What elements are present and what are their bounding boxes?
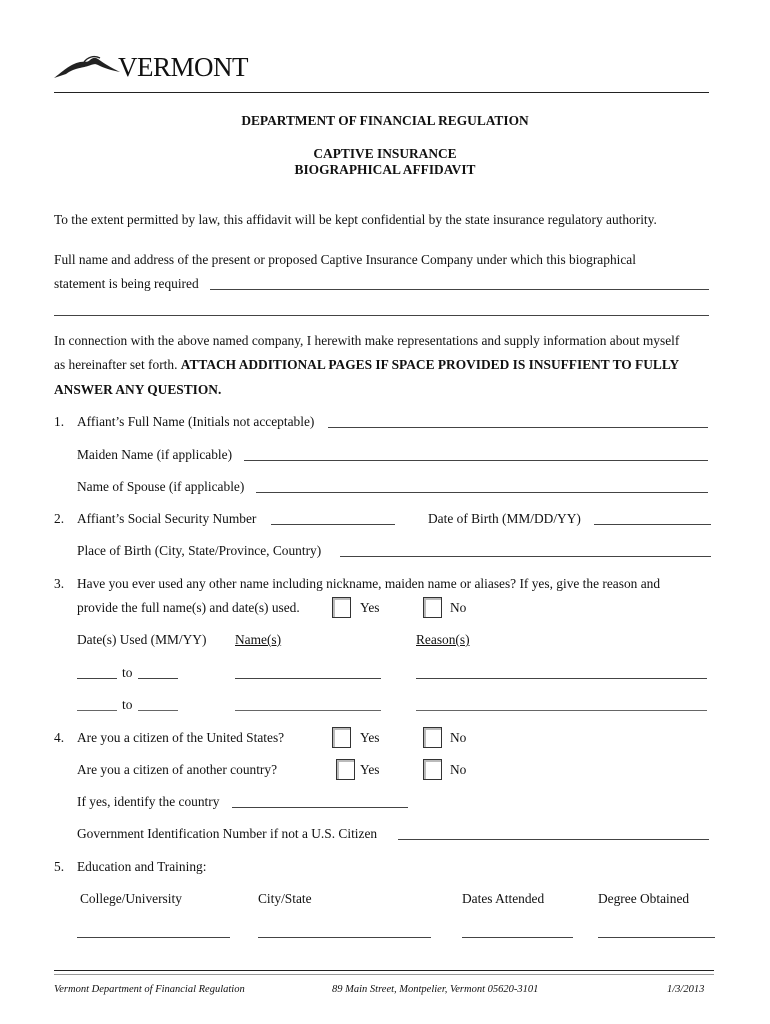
us-citizen-yes-label: Yes	[360, 730, 380, 745]
education-label: Education and Training:	[77, 859, 207, 874]
spouse-name-label: Name of Spouse (if applicable)	[77, 479, 245, 494]
q4-number: 4.	[54, 730, 65, 745]
us-citizen-no-checkbox[interactable]	[423, 727, 442, 748]
college-field[interactable]	[77, 937, 230, 938]
vermont-logo-mountain-icon	[54, 54, 124, 80]
q5-number: 5.	[54, 859, 65, 874]
dob-label: Date of Birth (MM/DD/YY)	[428, 511, 581, 526]
pob-field[interactable]	[340, 556, 711, 557]
footer-rule	[54, 970, 714, 971]
attach-pages-warning-line2: ANSWER ANY QUESTION.	[54, 382, 222, 397]
q2-number: 2.	[54, 511, 65, 526]
us-citizen-yes-checkbox[interactable]	[332, 727, 351, 748]
q3-number: 3.	[54, 576, 65, 591]
logo-text: VERMONT	[118, 52, 248, 82]
city-state-field[interactable]	[258, 937, 431, 938]
full-name-label: Affiant’s Full Name (Initials not acceptable)	[77, 414, 315, 429]
spouse-name-field[interactable]	[256, 492, 708, 493]
degree-header: Degree Obtained	[598, 891, 690, 906]
other-names-yes-label: Yes	[360, 600, 380, 615]
maiden-name-field[interactable]	[244, 460, 708, 461]
maiden-name-label: Maiden Name (if applicable)	[77, 447, 233, 462]
company-prompt-line2: statement is being required	[54, 276, 199, 291]
footer-department: Vermont Department of Financial Regulation	[54, 984, 245, 995]
alias-row1-to-label: to	[122, 665, 133, 680]
connection-statement-line2	[54, 357, 679, 373]
names-header: Name(s)	[235, 632, 282, 647]
city-state-header: City/State	[258, 891, 312, 906]
us-citizen-question: Are you a citizen of the United States?	[77, 730, 285, 745]
college-header: College/University	[80, 891, 182, 906]
gov-id-label: Government Identification Number if not a U.S. Citizen	[77, 826, 378, 841]
ssn-field[interactable]	[271, 524, 395, 525]
footer-date: 1/3/2013	[667, 984, 705, 995]
other-names-no-checkbox[interactable]	[423, 597, 442, 618]
confidential-notice: To the extent permitted by law, this affidavit will be kept confidential by the state insurance regulatory authority.	[54, 212, 657, 227]
alias-row1-reason-field[interactable]	[416, 678, 707, 679]
other-citizen-question: Are you a citizen of another country?	[77, 762, 278, 777]
other-citizen-yes-checkbox[interactable]	[336, 759, 355, 780]
connection-statement-line1: In connection with the above named company, I herewith make representations and supply information about myself	[54, 333, 680, 348]
other-citizen-no-label: No	[450, 762, 467, 777]
company-address-field[interactable]	[54, 315, 709, 316]
dates-used-header: Date(s) Used (MM/YY)	[77, 632, 207, 647]
gov-id-field[interactable]	[398, 839, 709, 840]
identify-country-field[interactable]	[232, 807, 408, 808]
alias-row1-to-field[interactable]	[138, 678, 178, 679]
dates-attended-header: Dates Attended	[462, 891, 545, 906]
other-names-question-line1: Have you ever used any other name including nickname, maiden name or aliases? If yes, give the reason and	[77, 576, 661, 591]
us-citizen-no-label: No	[450, 730, 467, 745]
attach-pages-warning: ATTACH ADDITIONAL PAGES IF SPACE PROVIDED IS INSUFFIENT TO FULLY	[180, 357, 680, 372]
dates-attended-field[interactable]	[462, 937, 573, 938]
alias-row2-to-label: to	[122, 697, 133, 712]
form-title-line2: BIOGRAPHICAL AFFIDAVIT	[294, 162, 476, 177]
company-prompt-line1: Full name and address of the present or proposed Captive Insurance Company under which this biographical	[54, 252, 636, 267]
alias-row2-to-field[interactable]	[138, 710, 178, 711]
identify-country-label: If yes, identify the country	[77, 794, 220, 809]
pob-label: Place of Birth (City, State/Province, Country)	[77, 543, 322, 558]
other-names-yes-checkbox[interactable]	[332, 597, 351, 618]
alias-row2-name-field[interactable]	[235, 710, 381, 711]
other-citizen-no-checkbox[interactable]	[423, 759, 442, 780]
alias-row1-name-field[interactable]	[235, 678, 381, 679]
other-names-no-label: No	[450, 600, 467, 615]
ssn-label: Affiant’s Social Security Number	[77, 511, 257, 526]
footer-address: 89 Main Street, Montpelier, Vermont 05620-3101	[332, 984, 539, 995]
reasons-header: Reason(s)	[416, 632, 470, 647]
department-title: DEPARTMENT OF FINANCIAL REGULATION	[241, 113, 529, 128]
alias-row2-reason-field[interactable]	[416, 710, 707, 711]
alias-row1-from-field[interactable]	[77, 678, 117, 679]
footer-rule-thin	[54, 974, 714, 975]
q1-number: 1.	[54, 414, 65, 429]
degree-field[interactable]	[598, 937, 715, 938]
dob-field[interactable]	[594, 524, 711, 525]
header-rule	[54, 92, 709, 93]
company-name-field[interactable]	[210, 289, 709, 290]
form-title-line1: CAPTIVE INSURANCE	[313, 146, 457, 161]
connection-statement-normal: as hereinafter set forth.	[54, 357, 178, 372]
other-names-question-line2: provide the full name(s) and date(s) used.	[77, 600, 300, 615]
other-citizen-yes-label: Yes	[360, 762, 380, 777]
full-name-field[interactable]	[328, 427, 708, 428]
alias-row2-from-field[interactable]	[77, 710, 117, 711]
